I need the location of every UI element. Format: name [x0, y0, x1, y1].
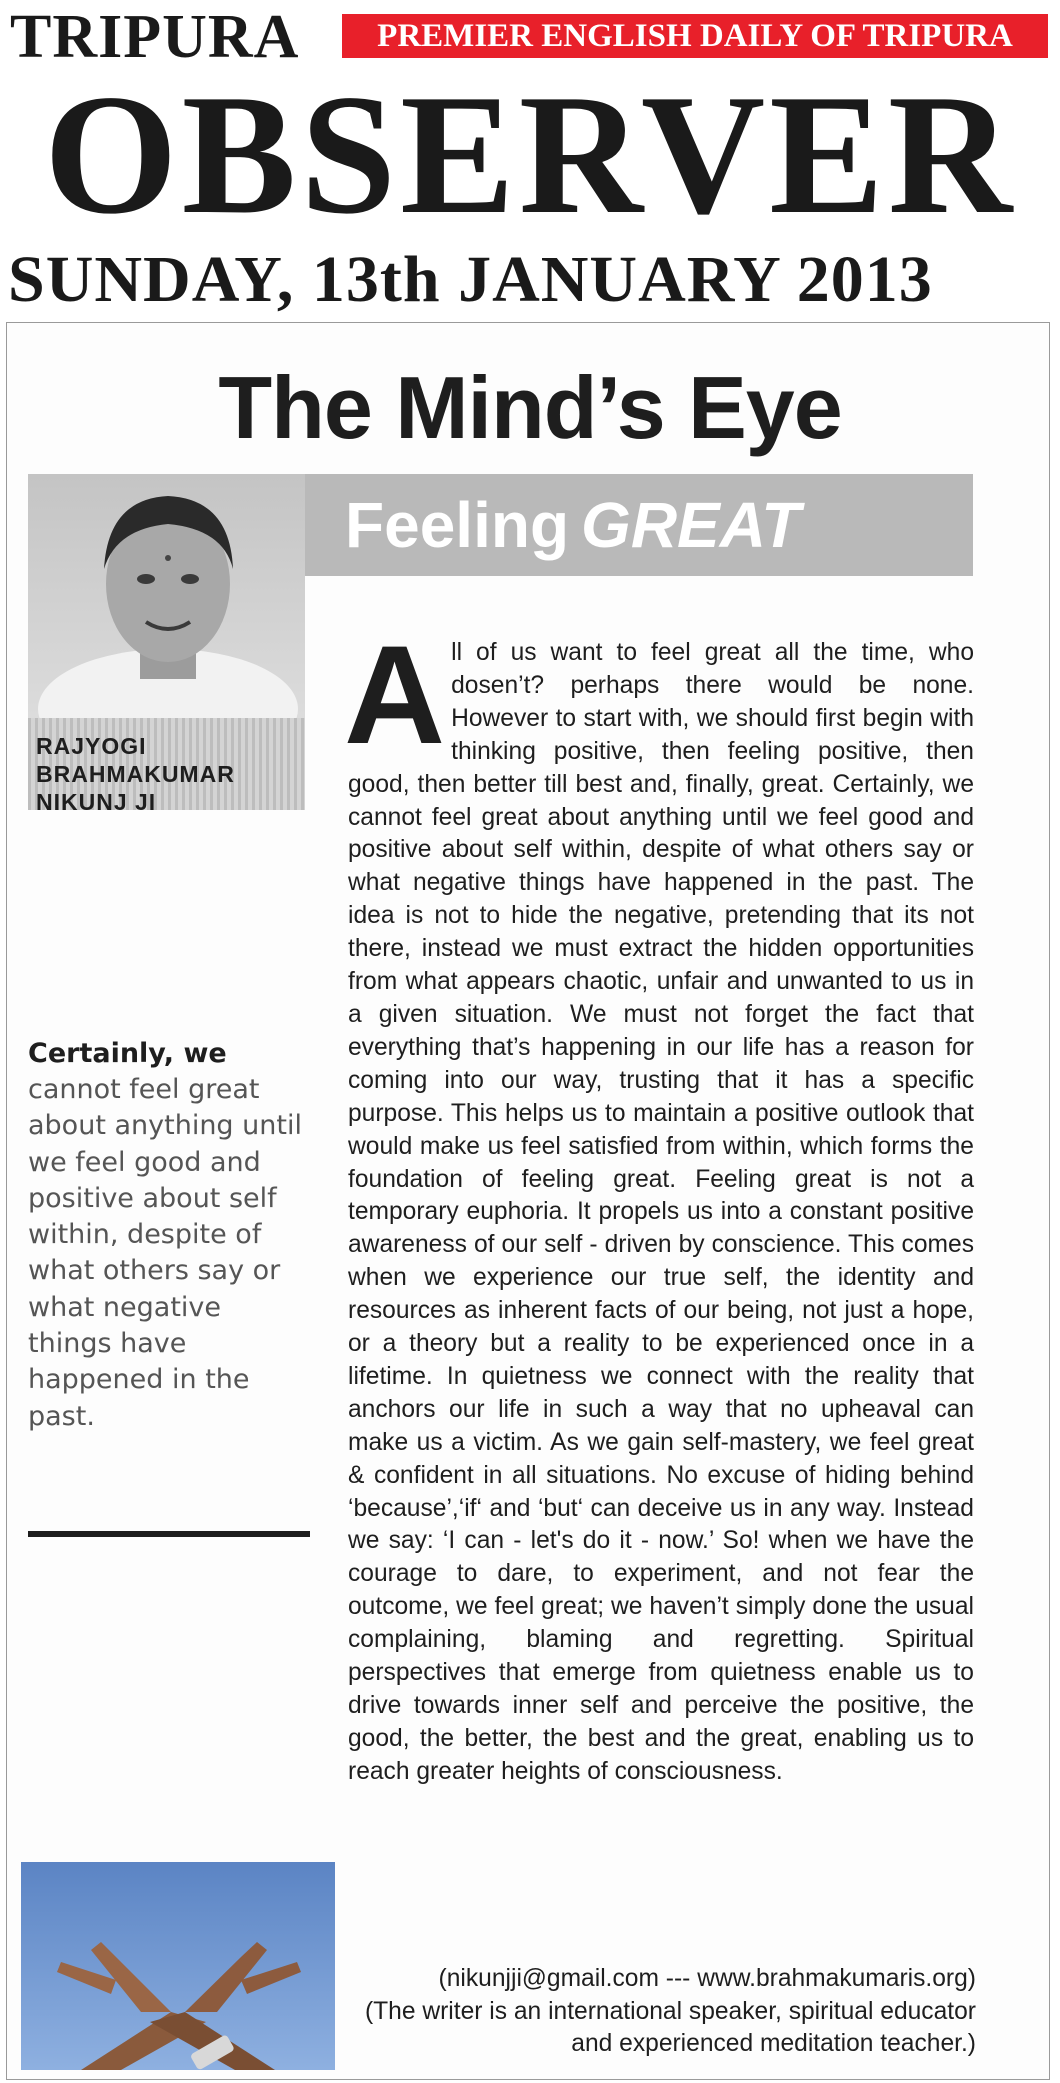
headline-emphasis: GREAT [581, 489, 801, 561]
author-name: RAJYOGI BRAHMAKUMAR NIKUNJ JI [36, 733, 235, 810]
author-namebox [28, 718, 305, 810]
article-headline [345, 474, 800, 576]
contact-links: (nikunjji@gmail.com --- www.brahmakumaris.org) [438, 1965, 976, 1992]
column-title: The Mind’s Eye [218, 358, 842, 457]
article-text: ll of us want to feel great all the time, who dosen’t? perhaps there would be none. However to start with, we should first begin with thinking positive, then feeling positive, then good, then better till best and, finally, great. Certainly, we cannot feel great about anything until we feel good and positive about self within, despite of what others say or what negative things have happened in the past. The idea is not to hide the negative, pretending that its not there, instead we must extract the hidden opportunities from what appears chaotic, unfair and unwanted to us in a given situation. We must not forget the fact that everything that’s happening in our life has a reason for coming into our way, trusting that it has a specific purpose. This helps us to maintain a positive outlook that would make us feel satisfied from within, which forms the foundation of feeling great. Feeling great is not a temporary euphoria. It propels us into a constant positive awareness of our self - driven by conscience. This comes when we experience our true self, the identity and resources as inherent facts of our being, not just a hope, or a theory but a reality to be experienced once in a lifetime. In quietness we connect with the reality that anchors our life in such a way that no upheaval can make us a victim. As we gain self-mastery, we feel great & confident in all situations. No excuse of hiding behind ‘because’,‘if‘ and ‘but‘ can deceive us in any way. Instead we say: ‘I can - let's do it - now.’ So! when we have the courage to dare, to experiment, and not fear the outcome, we feel great; we haven’t simply done the usual complaining, blaming and regretting. Spiritual perspectives that emerge from quietness enable us to drive towards inner self and perceive the positive, the good, the better, the best and the great, enabling us to reach greater heights of consciousness. [348, 639, 974, 1785]
writer-note: (The writer is an international speaker, spiritual educator and experienced meditation teacher.) [364, 1997, 976, 2057]
pull-quote [28, 1036, 313, 1435]
headline-band [305, 474, 973, 576]
author-photo [28, 474, 305, 718]
issue-date: SUNDAY, 13th JANUARY 2013 [8, 243, 933, 316]
paper-city: TRIPURA [10, 3, 300, 71]
pull-quote-body: cannot feel great about anything until we feel good and positive about self within, despite of what others say or what negative things have happened in the past. [28, 1074, 302, 1432]
crossed-hands-photo [21, 1862, 335, 2070]
masthead-top [10, 3, 1050, 71]
paper-tagline: PREMIER ENGLISH DAILY OF TRIPURA [342, 14, 1048, 58]
article-footer [346, 1963, 976, 2061]
drop-cap: A [344, 616, 446, 773]
pull-quote-rule [28, 1531, 310, 1537]
author-panel [28, 474, 305, 810]
paper-name: OBSERVER [43, 60, 1017, 250]
pull-quote-lead: Certainly, we [28, 1038, 227, 1069]
headline-main: Feeling [345, 489, 570, 561]
article-body [344, 616, 974, 1789]
